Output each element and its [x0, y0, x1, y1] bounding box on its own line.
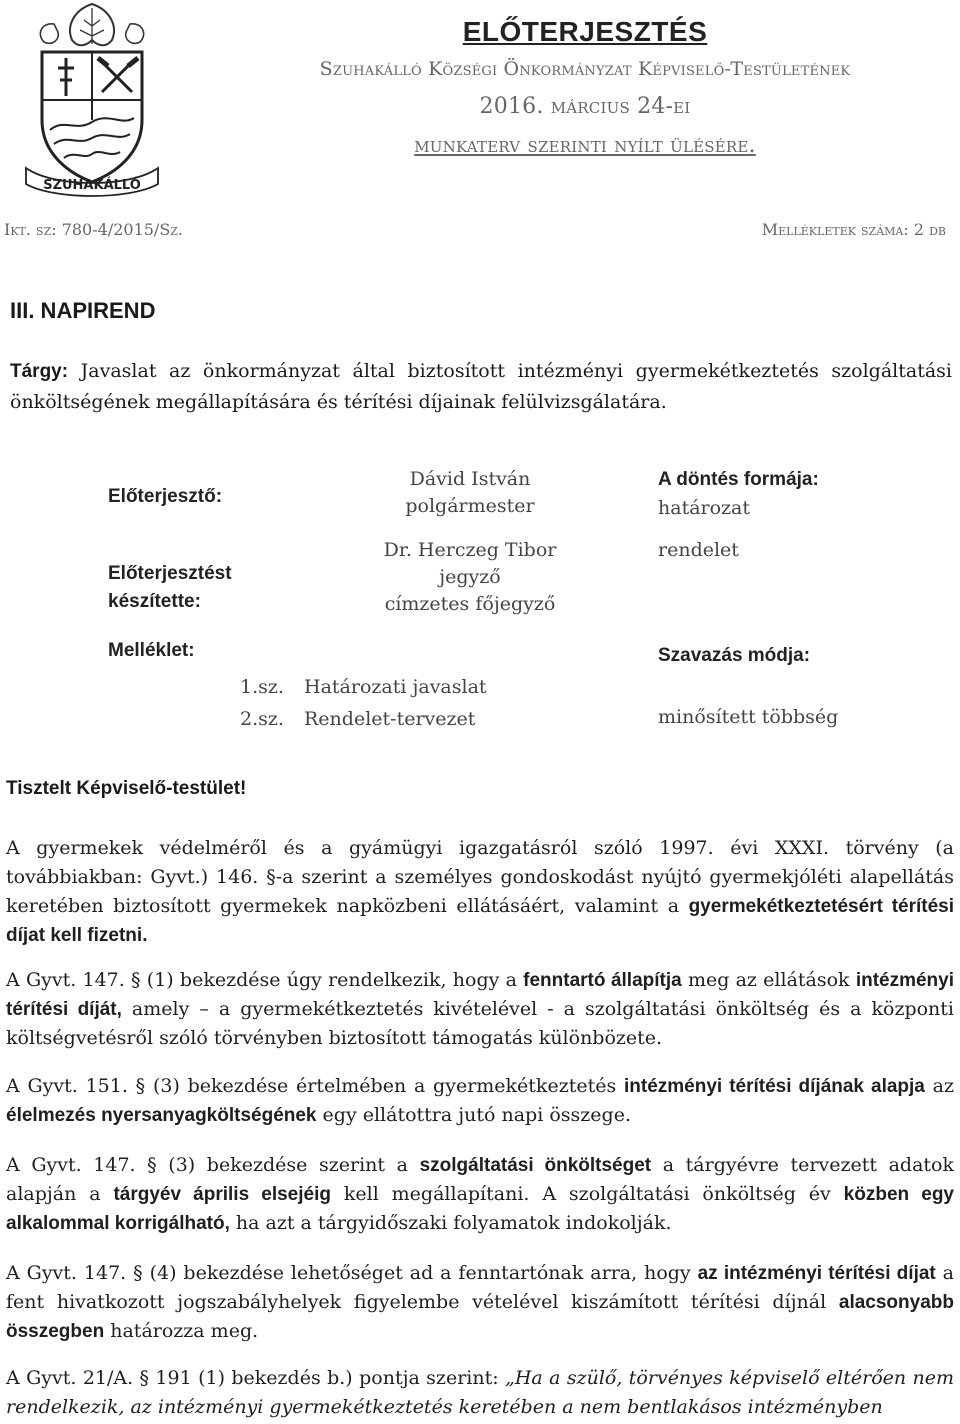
p4-bold-b: tárgyév április elsejéig [113, 1184, 331, 1205]
prepared-label-line2: készítette: [108, 591, 201, 612]
paragraph-1 [6, 834, 954, 950]
p3-text-b: az [924, 1075, 955, 1097]
document-title: ELŐTERJESZTÉS [462, 16, 708, 47]
council-name: Szuhakálló Községi Önkormányzat Képviselő-Testületének [319, 58, 851, 80]
document-header [220, 16, 950, 158]
p3-bold-a: intézményi térítési díjának alapja [624, 1076, 925, 1097]
p5-text-c: határozza meg. [104, 1320, 259, 1342]
paragraph-6 [6, 1364, 954, 1422]
attachment-1-number: 1.sz. [240, 676, 284, 698]
prepared-title-2: címzetes főjegyző [384, 593, 556, 615]
paragraph-4 [6, 1151, 954, 1238]
p2-text-c: amely – a gyermekétkeztetés kivételével - a szolgáltatási önköltség és a központi költségvetésről szóló törvényben biztosított támogatás különbözete. [6, 998, 954, 1049]
p5-bold-a: az intézményi térítési díjat [697, 1263, 936, 1284]
p5-text-a: A Gyvt. 147. § (4) bekezdése lehetőséget ad a fenntartónak arra, hogy [6, 1262, 698, 1284]
attachment-1-name: Határozati javaslat [304, 676, 487, 698]
presenter-title: polgármester [405, 495, 535, 517]
p4-text-c: kell megállapítani. A szolgáltatási önköltség év [330, 1183, 844, 1205]
decision-form-resolution: határozat [658, 497, 751, 519]
attachment-count: Mellékletek száma: 2 db [761, 220, 946, 239]
p2-bold-b: intézményi térítési díját, [6, 970, 955, 1020]
subject-text: Javaslat az önkormányzat által biztosított intézményi gyermekétkeztetés szolgáltatási önköltségének megállapítására és térítési díjainak felülvizsgálatára. [10, 360, 952, 413]
coat-of-arms-crest [14, 0, 170, 198]
prepared-label-line1: Előterjesztést [108, 563, 232, 584]
p4-text-a: A Gyvt. 147. § (3) bekezdése szerint a [6, 1154, 420, 1176]
session-date: 2016. március 24-ei [479, 94, 691, 119]
voting-method-label: Szavazás módja: [658, 645, 811, 666]
p4-text-b: a tárgyévre tervezett adatok alapján a [6, 1154, 954, 1205]
p4-bold-c: közben egy alkalommal korrigálható, [6, 1184, 954, 1234]
paragraph-3 [6, 1072, 954, 1130]
p6-italic-quote: „Ha a szülő, törvényes képviselő eltérően nem rendelkezik, az intézményi gyermekétkeztetés keretében a nem bentlakásos intézményben [6, 1367, 955, 1418]
session-type: munkaterv szerinti nyílt ülésére. [414, 133, 756, 158]
attachment-2-number: 2.sz. [240, 708, 284, 730]
salutation: Tisztelt Képviselő-testület! [6, 778, 247, 799]
presenter-name: Dávid István [409, 468, 531, 490]
p5-text-b: a fent hivatkozott jogszabályhelyek figyelembe vételével kiszámított térítési díjnál [6, 1262, 955, 1313]
agenda-item: III. NAPIREND [10, 298, 156, 323]
filing-number: Ikt. sz: 780-4/2015/Sz. [4, 220, 184, 239]
prepared-by-label [108, 560, 232, 616]
p3-text-a: A Gyvt. 151. § (3) bekezdése értelmében a gyermekétkeztetés [6, 1075, 624, 1097]
prepared-name: Dr. Herczeg Tibor [383, 539, 557, 561]
prepared-by-block [340, 537, 600, 618]
p2-bold-a: fenntartó állapítja [523, 970, 682, 991]
prepared-title-1: jegyző [439, 566, 501, 588]
presenter-label: Előterjesztő: [108, 486, 223, 507]
paragraph-5 [6, 1259, 954, 1346]
p2-text-a: A Gyvt. 147. § (1) bekezdése úgy rendelkezik, hogy a [6, 969, 524, 991]
subject-paragraph [10, 356, 952, 417]
p3-text-c: egy ellátottra jutó napi összege. [316, 1104, 631, 1126]
attachment-2-name: Rendelet-tervezet [304, 708, 476, 730]
paragraph-2 [6, 966, 954, 1053]
presenter-block [340, 466, 600, 520]
decision-form-decree: rendelet [658, 539, 739, 561]
p6-text: A Gyvt. 21/A. § 191 (1) bekezdés b.) pontja szerint: [6, 1367, 506, 1389]
decision-form-label: A döntés formája: [658, 469, 819, 490]
voting-method-value: minősített többség [658, 706, 839, 728]
crest-ribbon-text: SZUHAKÁLLÓ [43, 178, 141, 193]
p2-text-b: meg az ellátások [681, 969, 856, 991]
subject-label: Tárgy: [10, 361, 69, 382]
reference-row [4, 220, 946, 239]
p4-text-d: ha azt a tárgyidőszaki folyamatok indokolják. [229, 1212, 672, 1234]
attachment-label: Melléklet: [108, 640, 195, 661]
p3-bold-b: élelmezés nyersanyagköltségének [6, 1105, 317, 1126]
p1-text: A gyermekek védelméről és a gyámügyi igazgatásról szóló 1997. évi XXXI. törvény (a továbbiakban: Gyvt.) 146. §-a szerint a személyes gondoskodást nyújtó gyermekjóléti alapellátás keretében biztosított gyermekek napközbeni ellátásáért, valamint a [6, 837, 954, 917]
p5-bold-b: alacsonyabb összegben [6, 1292, 954, 1342]
p1-bold: gyermekétkeztetésért térítési díjat kell fizetni. [6, 896, 954, 946]
p4-bold-a: szolgáltatási önköltséget [419, 1155, 652, 1176]
